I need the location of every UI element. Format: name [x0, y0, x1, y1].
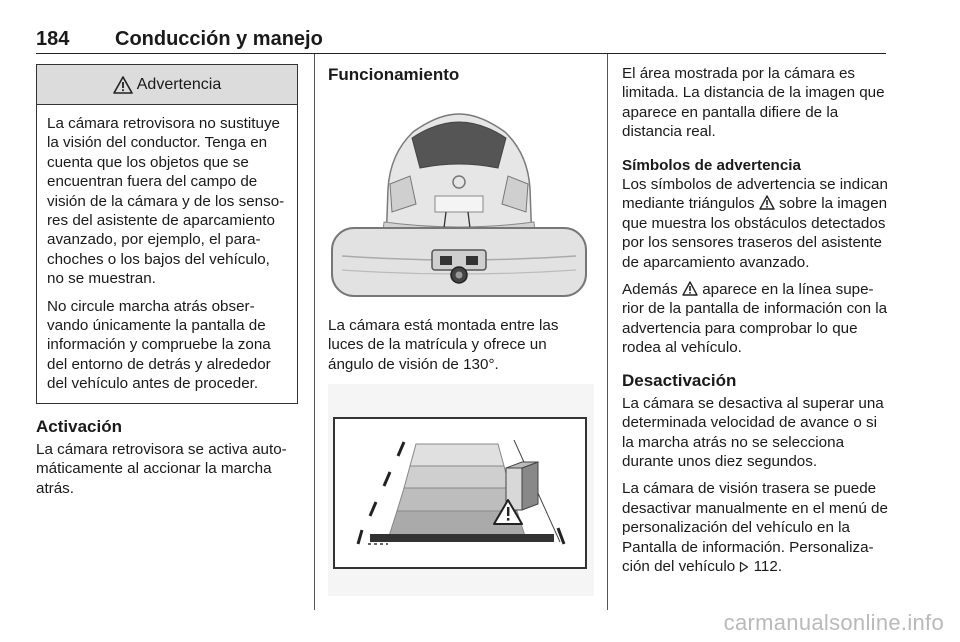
warning-triangle-icon	[759, 195, 775, 210]
warning-paragraph: La cámara retrovisora no sustituye la visión del conductor. Tenga en cuenta que los objetos que se encuentran fuera del campo de visión de la cámara y de los sensores del asistente de aparcamiento avanzado, por ejemplo, el parachoches o los bajos del vehículo, no se muestran.	[47, 115, 285, 288]
column-right	[622, 64, 888, 576]
page-title: Conducción y manejo	[115, 28, 323, 50]
camera-caption: La cámara está montada entre las luces de la matrícula y ofrece un ángulo de visión de 130°.	[328, 317, 559, 373]
warning-body	[37, 105, 297, 403]
deactivation-paragraph: La cámara de visión trasera se puede desactivar manualmente en el menú de personalización del vehículo en la Pantalla de información. Personalización del vehículo 112.	[622, 480, 888, 575]
symbols-text: Los símbolos de advertencia se indican mediante triángulos sobre la imagen que muestra los obstáculos detectados por los sensores traseros del asistente de aparcamiento avanzado.	[622, 176, 888, 271]
page-header	[36, 28, 886, 54]
symbols-heading: Símbolos de advertencia	[622, 156, 801, 174]
car-rear-camera-illustration	[328, 94, 590, 302]
page-reference-icon	[739, 561, 749, 573]
warning-title: Advertencia	[136, 75, 222, 93]
display-intro: El área mostrada por la cámara es limitada. La distancia de la imagen que aparece en pantalla difiere de la distancia real.	[622, 65, 885, 141]
column-divider	[314, 54, 315, 610]
page-number: 184	[36, 28, 70, 50]
warning-triangle-icon	[113, 76, 133, 94]
warning-header	[37, 65, 297, 105]
column-middle	[328, 64, 594, 596]
warning-paragraph: No circule marcha atrás observando únicamente la pantalla de información y compruebe la zona del entorno de detrás y alrededor del vehículo antes de proceder.	[47, 297, 271, 393]
watermark: carmanualsonline.info	[723, 610, 944, 635]
column-left	[36, 64, 298, 498]
warning-box	[36, 64, 298, 404]
operation-heading: Funcionamiento	[328, 65, 460, 84]
camera-display-illustration	[328, 384, 594, 596]
warning-triangle-icon	[682, 281, 698, 296]
activation-heading: Activación	[36, 416, 122, 436]
column-divider	[607, 54, 608, 610]
page-reference[interactable]: 112.	[753, 557, 783, 575]
activation-text: La cámara retrovisora se activa automáticamente al accionar la marcha atrás.	[36, 440, 287, 497]
also-text: Además aparece en la línea superior de la pantalla de información con la advertencia para comprobar lo que rodea al vehículo.	[622, 281, 888, 357]
deactivation-paragraph: La cámara se desactiva al superar una determinada velocidad de avance o si la marcha atrás no se selecciona durante unos diez segundos.	[622, 394, 884, 470]
deactivation-heading: Desactivación	[622, 370, 737, 390]
